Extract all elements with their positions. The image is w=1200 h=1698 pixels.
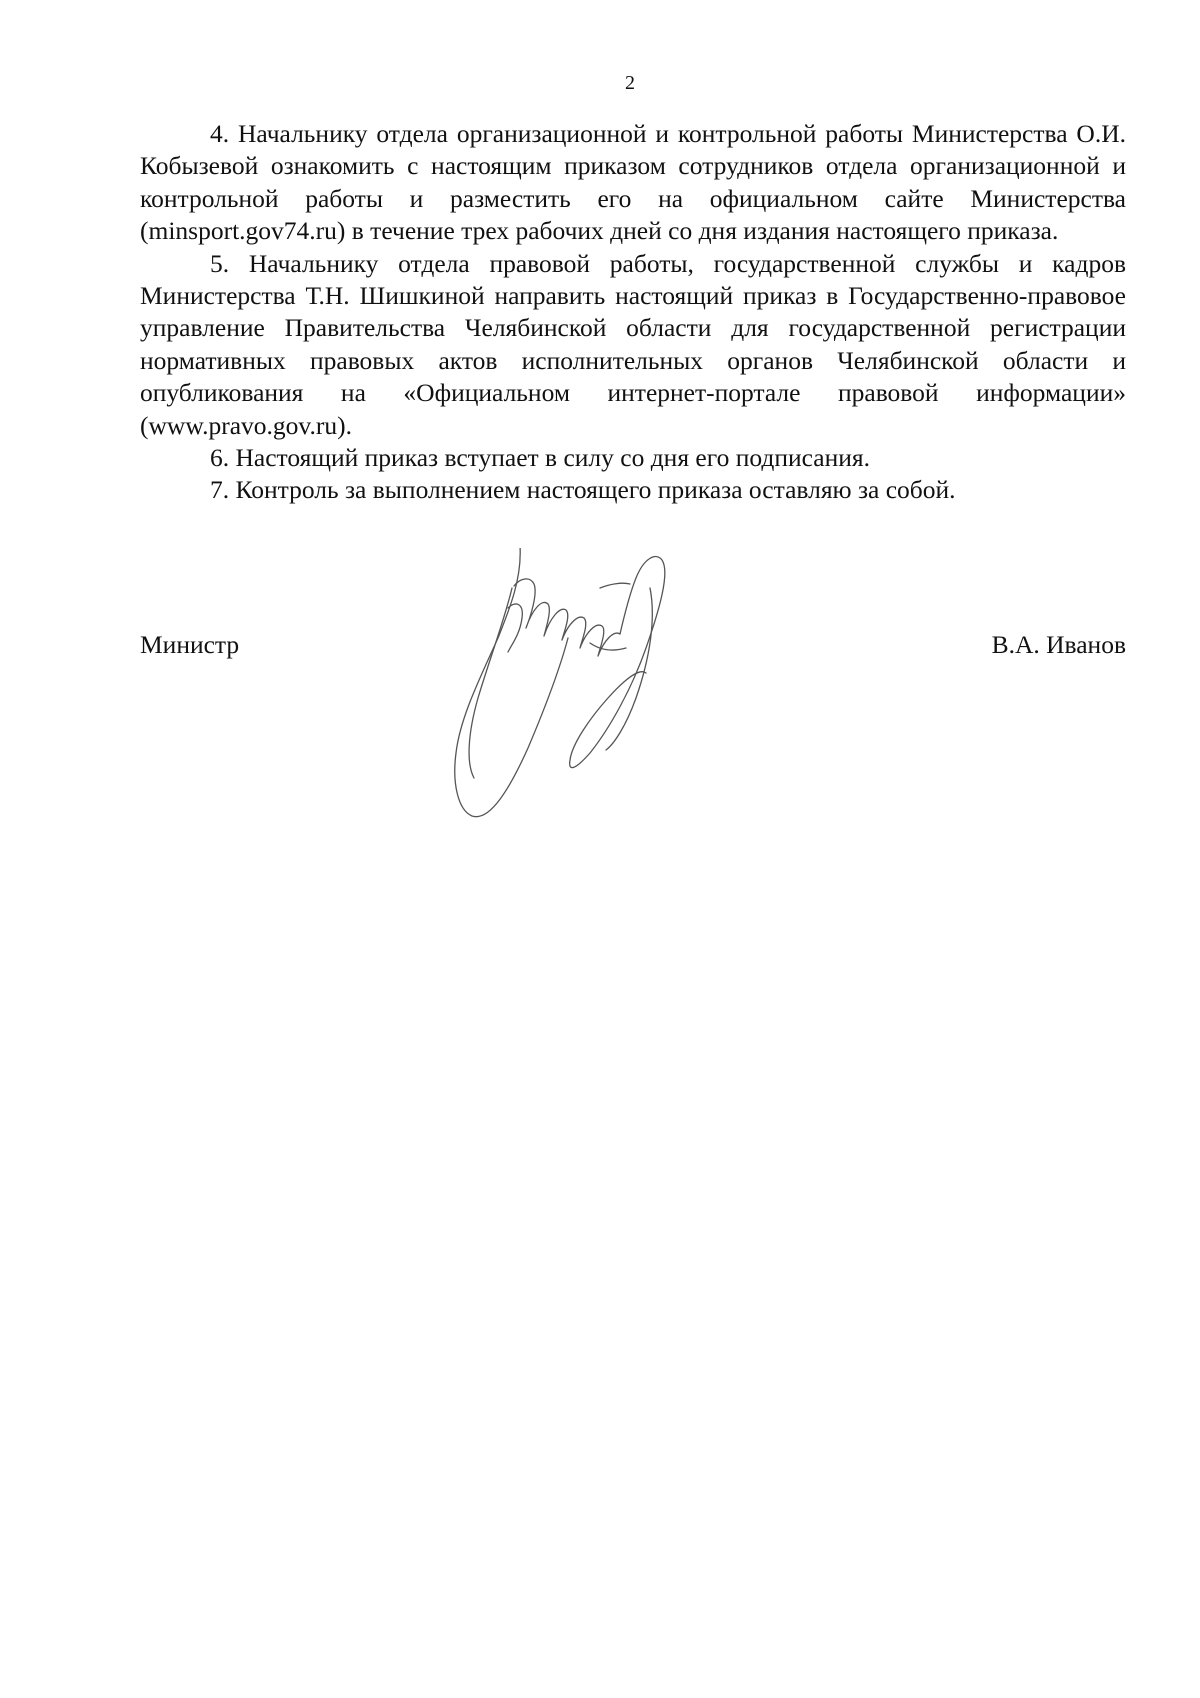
page-number: 2 xyxy=(625,72,635,94)
paragraph-item-7: 7. Контроль за выполнением настоящего приказа оставляю за собой. xyxy=(210,475,956,505)
paragraph-item-5: 5. Начальнику отдела правовой работы, государственной службы и кадров Министерства Т.Н. Шишкиной направить настоящий приказ в Государственно-правовое управление Правительства Челябинской области для государственной регистрации нормативных правовых актов исполнительных органов Челябинской области и опубликования на «Официальном интернет-портале правовой информации» (www.pravo.gov.ru). xyxy=(140,248,1126,440)
handwritten-signature xyxy=(450,548,700,828)
document-body xyxy=(140,118,1126,507)
paragraph-item-6: 6. Настоящий приказ вступает в силу со дня его подписания. xyxy=(210,443,870,473)
paragraph-item-4: 4. Начальнику отдела организационной и контрольной работы Министерства О.И. Кобызевой ознакомить с настоящим приказом сотрудников отдела организационной и контрольной работы и разместить его на официальном сайте Министерства (minsport.gov74.ru) в течение трех рабочих дней со дня издания настоящего приказа. xyxy=(140,119,1126,246)
signer-position: Министр xyxy=(140,630,240,659)
signer-name: В.А. Иванов xyxy=(991,630,1126,659)
